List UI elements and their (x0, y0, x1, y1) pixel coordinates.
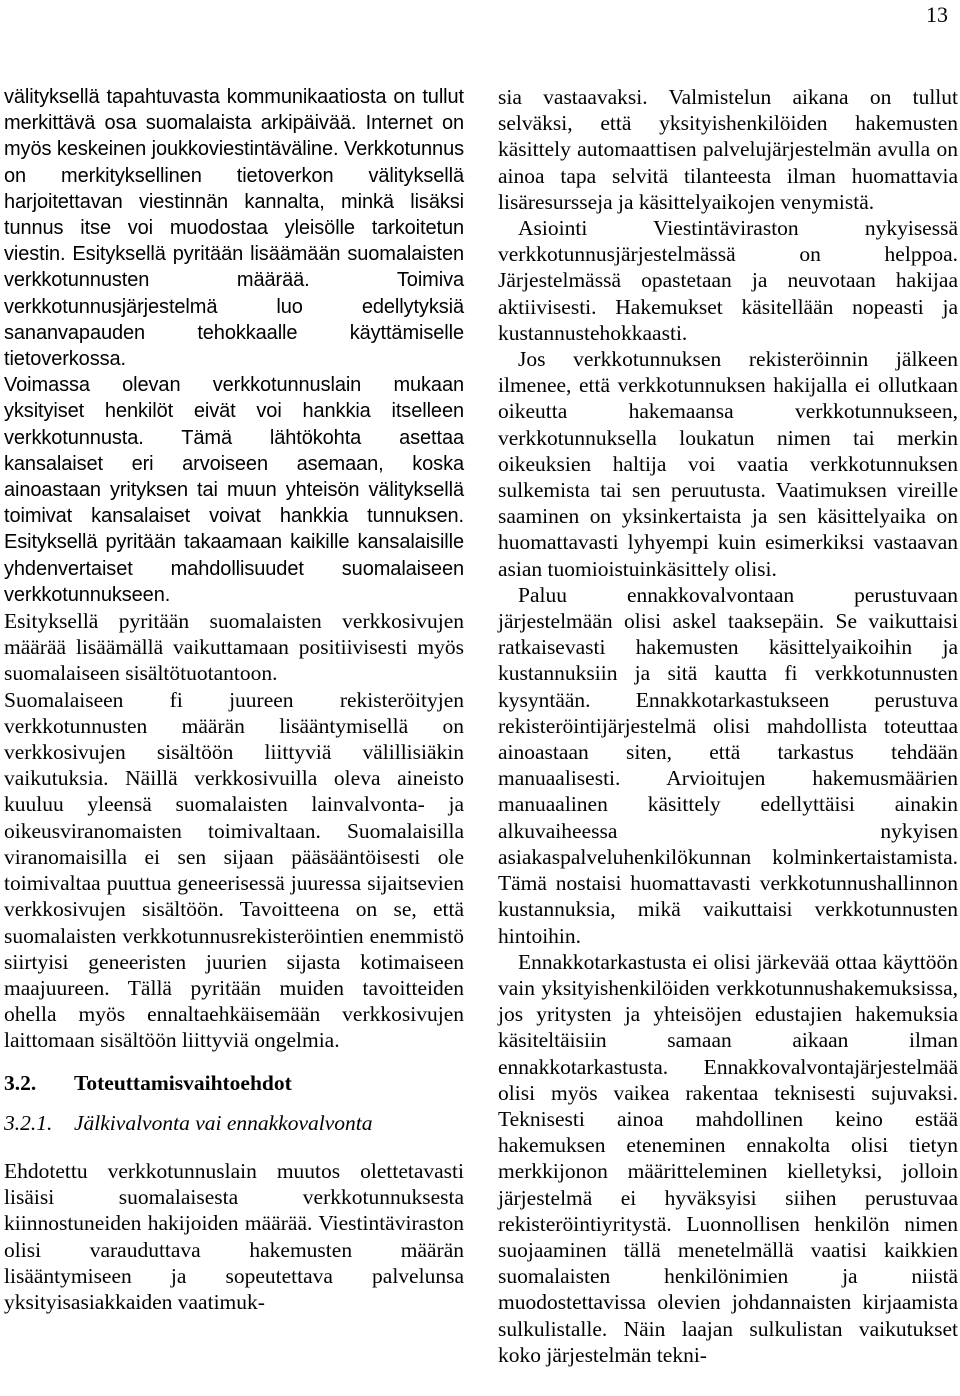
section-heading-text: Toteuttamisvaihtoehdot (74, 1070, 292, 1095)
paragraph: Asiointi Viestintäviraston nykyisessä verkkotunnusjärjestelmässä on helppoa. Järjestelmässä opastetaan ja neuvotaan hakijaa aktiivisesti. Hakemukset käsitellään nopeasti ja kustannustehokkaasti. (498, 216, 958, 345)
page-number: 13 (926, 2, 948, 27)
paragraph: Ennakkotarkastusta ei olisi järkevää ottaa käyttöön vain yksityishenkilöiden verkkotunnushakemuksissa, jos yritysten ja yhteisöjen edustajien hakemuksia käsiteltäisiin samaan aikaan ilman ennakkotarkastusta. Ennakkovalvontajärjestelmää olisi myös vaikea rakentaa teknisesti sujuvaksi. Teknisesti ainoa mahdollinen keino estää hakemuksen eteneminen ennakolta olisi tietyn merkkijonon määritteleminen kielletyksi, jolloin järjestelmä ei hyväksyisi siihen perustuvaa rekisteröintiyritystä. Luonnollisen henkilön nimen suojaaminen tällä menetelmällä vaatisi kaikkien suomalaisten henkilönimien ja niistä muodostettavissa olevien johdannaisten kirjaamista sulkulistalle. Näin laajan sulkulistan vaikutukset koko järjestelmän tekni- (498, 949, 958, 1367)
paragraph: Jos verkkotunnuksen rekisteröinnin jälkeen ilmenee, että verkkotunnuksen hakijalla ei ollutkaan oikeutta hakemaansa verkkotunnukseen, verkkotunnuksella loukatun nimen tai merkin oikeuksien haltija voi vaatia verkkotunnuksen sulkemista tai sen peruutusta. Vaatimuksen vireille saaminen on yksinkertaista ja sen käsittelyaika on huomattavasti lyhyempi kuin esimerkiksi vastaavan asian tuomioistuinkäsittely olisi. (498, 347, 958, 581)
subsection-heading-number: 3.2.1. (4, 1110, 53, 1135)
left-column (4, 84, 464, 1315)
paragraph-text-b: Verkkotunnus on merkityksellinen tietoverkon välityksellä harjoitettavan viestinnän kannalta, minkä lisäksi tunnus itse voi muodostaa yleisölle tarkoitetun viestin. Esityksellä pyritään lisäämään suomalaisten verkkotunnusten määrää. Toimiva verkkotunnusjärjestelmä luo edellytyksiä sananvapauden tehokkaalle käyttämiselle tietoverkossa. (4, 138, 464, 371)
paragraph: sia vastaavaksi. Valmistelun aikana on tullut selväksi, että yksityishenkilöiden hakemusten käsittely automaattisen palvelujärjestelmän avulla on ainoa tapa selvitä tilanteesta ilman huomattavia lisäresursseja ja käsittelyaikojen venymistä. (498, 85, 958, 214)
paragraph: Paluu ennakkovalvontaan perustuvaan järjestelmään olisi askel taaksepäin. Se vaikuttaisi ratkaisevasti hakemusten käsittelyaikoihin ja kustannuksiin ja sitä kautta fi verkkotunnusten kysyntään. Ennakkotarkastukseen perustuva rekisteröintijärjestelmä olisi mahdollista toteuttaa ainoastaan siten, että tarkastus tehdään manuaalisesti. Arvioitujen hakemusmäärien manuaalinen käsittely edellyttäisi ainakin alkuvaiheessa nykyisen asiakaspalveluhenkilökunnan kolminkertaistamista. Tämä nostaisi huomattavasti verkkotunnushallinnon kustannuksia, mikä vaikuttaisi verkkotunnusten hintoihin. (498, 582, 958, 948)
section-heading (4, 1070, 464, 1096)
paragraph: Suomalaiseen fi juureen rekisteröityjen verkkotunnusten määrän lisääntymisellä on verkkosivujen sisältöön liittyviä välillisiäkin vaikutuksia. Näillä verkkosivuilla oleva aineisto kuuluu yleensä suomalaisten lainvalvonta- ja oikeusviranomaisten toimivaltaan. Suomalaisilla viranomaisilla ei sen sijaan pääsääntöisesti ole toimivaltaa puuttua geneerisessä juuressa sijaitsevien verkkosivujen sisältöön. Tavoitteena on se, että suomalaisten verkkotunnusrekisteröintien enemmistö siirtyisi geneeristen juurien sijasta kotimaiseen maajuureen. Tällä pyritään muiden tavoitteiden ohella myös ennaltaehkäisemään verkkosivujen laittomaan sisältöön liittyviä ongelmia. (4, 687, 464, 1053)
paragraph: Voimassa olevan verkkotunnuslain mukaan yksityiset henkilöt eivät voi hankkia itselleen verkkotunnusta. Tämä lähtökohta asettaa kansalaiset eri arvoiseen asemaan, koska ainoastaan yrityksen tai muun yhteisön välityksellä toimivat kansalaiset voivat hankkia tunnuksen. Esityksellä pyritään takaamaan kaikille kansalaisille yhdenvertaiset mahdollisuudet suomalaiseen verkkotunnukseen. (4, 374, 464, 606)
paragraph: Ehdotettu verkkotunnuslain muutos olettetavasti lisäisi suomalaisesta verkkotunnuksesta kiinnostuneiden hakijoiden määrää. Viestintäviraston olisi varauduttava hakemusten määrän lisääntymiseen ja sopeutettava palvelunsa yksityisasiakkaiden vaatimuk- (4, 1158, 464, 1314)
section-heading-number: 3.2. (4, 1070, 37, 1095)
paragraph: Esityksellä pyritään suomalaisten verkkosivujen määrää lisäämällä vaikuttamaan positiivisesti myös suomalaiseen sisältötuotantoon. (4, 609, 464, 686)
subsection-heading-text: Jälkivalvonta vai ennakkovalvonta (74, 1110, 373, 1135)
subsection-heading (4, 1110, 464, 1136)
paragraph (4, 84, 464, 372)
paragraph-text-a: välityksellä tapahtuvasta kommunikaatiosta on tullut merkittävä osa suomalaista arkipäivää. Internet on myös keskeinen joukkoviestintäväline. (4, 86, 464, 161)
right-column (498, 84, 958, 1368)
spacer (4, 1136, 464, 1158)
